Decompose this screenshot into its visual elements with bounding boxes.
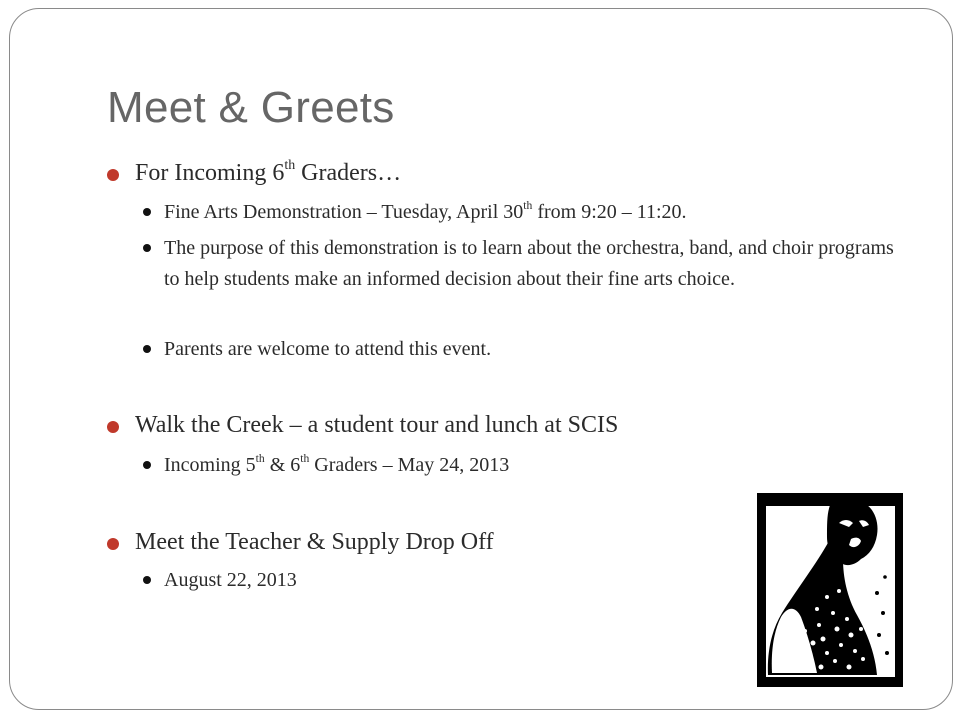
ordinal-suffix: th: [255, 451, 265, 465]
ordinal-suffix: th: [523, 198, 533, 212]
black-bullet-icon: [143, 345, 151, 353]
ordinal-suffix: th: [300, 451, 310, 465]
black-bullet-icon: [143, 576, 151, 584]
sub-bullet-purpose: [164, 233, 904, 295]
sub-bullet-fine-arts-demo: [164, 197, 904, 228]
heading-text: Walk the Creek – a student tour and lunch at SCIS: [135, 412, 619, 438]
black-bullet-icon: [143, 244, 151, 252]
red-bullet-icon: [107, 538, 119, 550]
red-bullet-icon: [107, 169, 119, 181]
item-text-end: Graders – May 24, 2013: [309, 454, 510, 476]
bullet-meet-the-teacher: [135, 529, 494, 556]
heading-text: For Incoming 6: [135, 160, 285, 186]
item-text: Incoming 5: [164, 454, 256, 476]
heading-text: Meet the Teacher & Supply Drop Off: [135, 529, 494, 555]
sub-bullet-incoming-graders-date: [164, 450, 904, 481]
slide-title: Meet & Greets: [107, 83, 395, 132]
item-text-end: from 9:20 – 11:20.: [532, 201, 687, 223]
leopard-icon: [757, 493, 903, 687]
sub-bullet-parents-welcome: [164, 334, 904, 365]
bullet-walk-the-creek: [135, 412, 618, 439]
black-bullet-icon: [143, 461, 151, 469]
item-text: Fine Arts Demonstration – Tuesday, April 30: [164, 201, 524, 223]
red-bullet-icon: [107, 421, 119, 433]
item-text: Parents are welcome to attend this event.: [164, 338, 492, 360]
bullet-incoming-6th-graders: [135, 157, 402, 187]
black-bullet-icon: [143, 208, 151, 216]
ordinal-suffix: th: [284, 157, 296, 173]
item-text: August 22, 2013: [164, 569, 297, 591]
heading-text-end: Graders…: [295, 160, 402, 186]
item-text-mid: & 6: [264, 454, 301, 476]
item-text: The purpose of this demonstration is to learn about the orchestra, band, and choir programs to help students make an informed decision about their fine arts choice.: [164, 237, 894, 290]
